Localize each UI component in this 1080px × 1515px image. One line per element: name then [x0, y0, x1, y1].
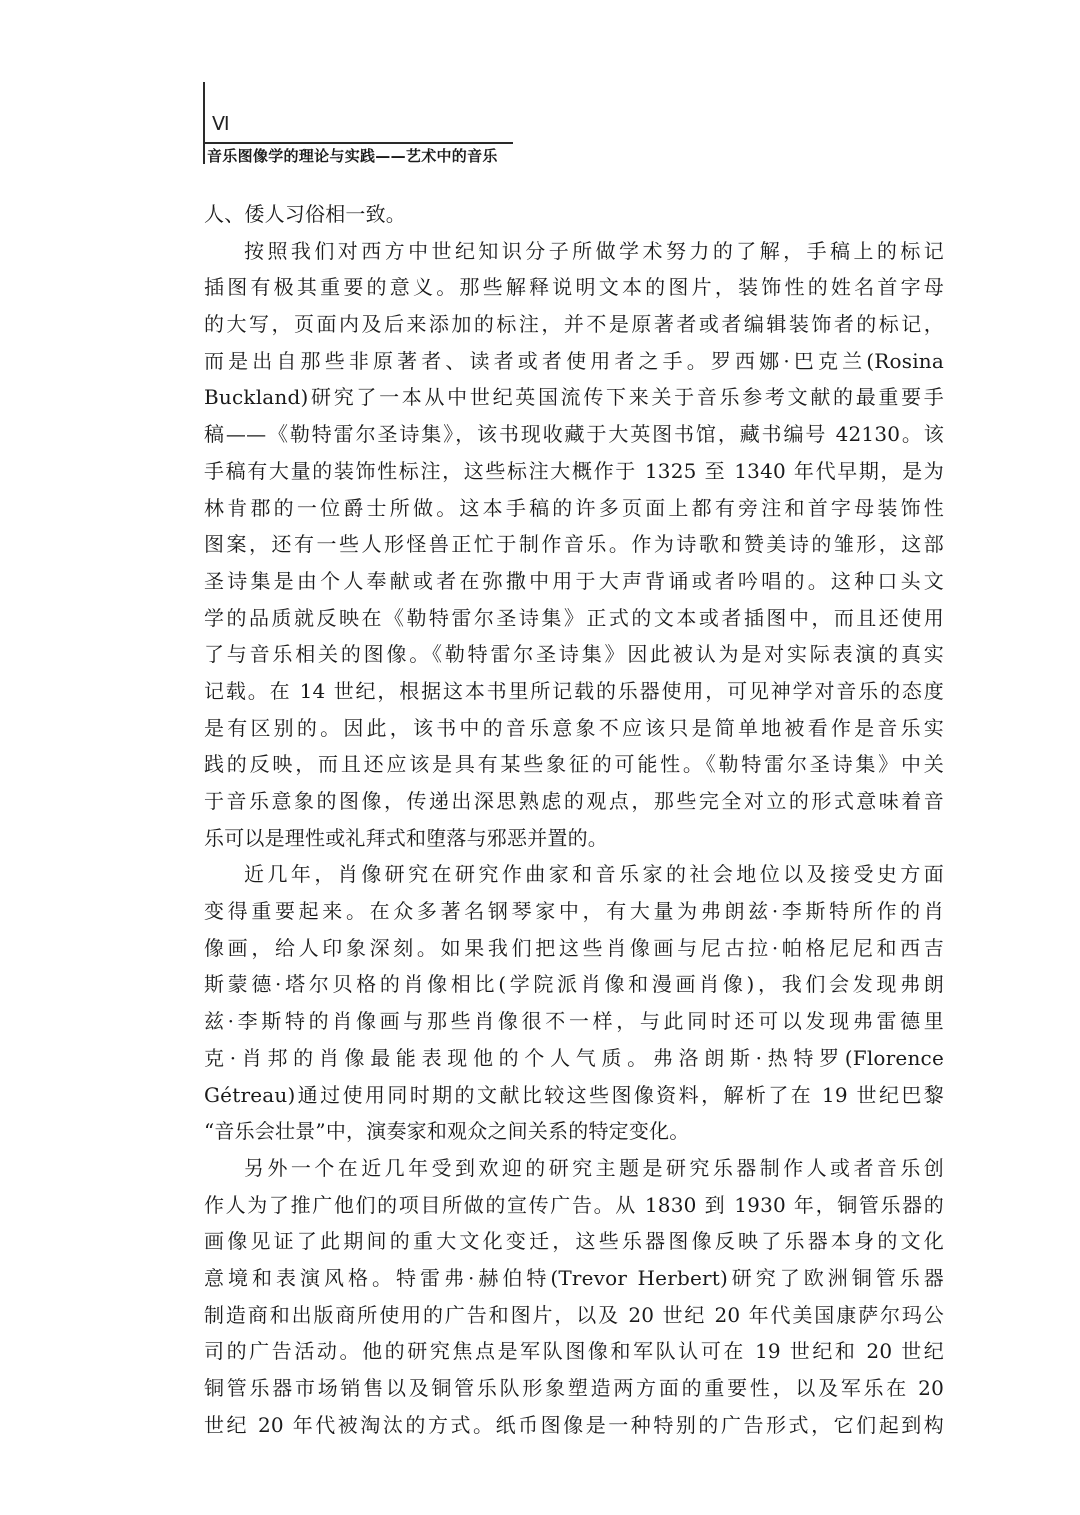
- text-line: 铜管乐器市场销售以及铜管乐队形象塑造两方面的重要性，以及军乐在 20: [204, 1376, 944, 1400]
- text-line: 图案，还有一些人形怪兽正忙于制作音乐。作为诗歌和赞美诗的雏形，这部: [204, 532, 944, 557]
- text-line: 意境和表演风格。特雷弗·赫伯特(Trevor Herbert)研究了欧洲铜管乐器: [204, 1265, 944, 1290]
- text-line: 按照我们对西方中世纪知识分子所做学术努力的了解，手稿上的标记: [244, 238, 944, 263]
- text-line: 世纪 20 年代被淘汰的方式。纸币图像是一种特别的广告形式，它们起到构: [204, 1412, 944, 1437]
- text-line: 的大写，页面内及后来添加的标注，并不是原著者或者编辑装饰者的标记，: [204, 312, 944, 337]
- text-line: 圣诗集是由个人奉献或者在弥撒中用于大声背诵或者吟唱的。这种口头文: [204, 568, 944, 593]
- text-line: 于音乐意象的图像，传递出深思熟虑的观点，那些完全对立的形式意味着音: [204, 789, 944, 813]
- text-line: 稿——《勒特雷尔圣诗集》，该书现收藏于大英图书馆，藏书编号 42130。该: [204, 422, 944, 447]
- text-line: 是有区别的。因此，该书中的音乐意象不应该只是简单地被看作是音乐实: [204, 715, 944, 740]
- text-line: 学的品质就反映在《勒特雷尔圣诗集》正式的文本或者插图中，而且还使用: [204, 605, 944, 630]
- text-line: 克·肖邦的肖像最能表现他的个人气质。弗洛朗斯·热特罗(Florence: [204, 1045, 944, 1070]
- text-line: 作人为了推广他们的项目所做的宣传广告。从 1830 到 1930 年，铜管乐器的: [204, 1192, 944, 1217]
- text-line: 乐可以是理性或礼拜式和堕落与邪恶并置的。: [204, 825, 608, 850]
- text-line: 兹·李斯特的肖像画与那些肖像很不一样，与此同时还可以发现弗雷德里: [204, 1009, 944, 1034]
- text-line: 林肯郡的一位爵士所做。这本手稿的许多页面上都有旁注和首字母装饰性: [204, 495, 944, 520]
- text-line: 近几年，肖像研究在研究作曲家和音乐家的社会地位以及接受史方面: [244, 862, 944, 887]
- text-line: 践的反映，而且还应该是具有某些象征的可能性。《勒特雷尔圣诗集》中关: [204, 752, 944, 777]
- text-line: 人、倭人习俗相一致。: [204, 202, 406, 226]
- text-line: 而是出自那些非原著者、读者或者使用者之手。罗西娜·巴克兰(Rosina: [204, 348, 944, 373]
- text-line: 斯蒙德·塔尔贝格的肖像相比(学院派肖像和漫画肖像)，我们会发现弗朗: [204, 972, 944, 997]
- text-line: 手稿有大量的装饰性标注，这些标注大概作于 1325 至 1340 年代早期，是为: [204, 458, 944, 483]
- header-horizontal-rule: [203, 142, 513, 144]
- running-title: 音乐图像学的理论与实践——艺术中的音乐: [207, 147, 498, 165]
- text-line: 制造商和出版商所使用的广告和图片，以及 20 世纪 20 年代美国康萨尔玛公: [204, 1302, 944, 1327]
- text-line: 另外一个在近几年受到欢迎的研究主题是研究乐器制作人或者音乐创: [244, 1155, 944, 1180]
- text-line: “音乐会壮景”中，演奏家和观众之间关系的特定变化。: [204, 1119, 690, 1144]
- text-line: 像画，给人印象深刻。如果我们把这些肖像画与尼古拉·帕格尼尼和西吉: [204, 935, 944, 960]
- header-vertical-rule: [203, 82, 205, 164]
- text-line: Buckland)研究了一本从中世纪英国流传下来关于音乐参考文献的最重要手: [204, 385, 944, 410]
- page-number: Ⅵ: [212, 114, 231, 135]
- text-line: 司的广告活动。他的研究焦点是军队图像和军队认可在 19 世纪和 20 世纪: [204, 1339, 944, 1364]
- text-line: 记载。在 14 世纪，根据这本书里所记载的乐器使用，可见神学对音乐的态度: [204, 678, 944, 703]
- text-line: Gétreau)通过使用同时期的文献比较这些图像资料，解析了在 19 世纪巴黎: [204, 1082, 944, 1107]
- text-line: 变得重要起来。在众多著名钢琴家中，有大量为弗朗兹·李斯特所作的肖: [204, 899, 944, 924]
- text-line: 画像见证了此期间的重大文化变迁，这些乐器图像反映了乐器本身的文化: [204, 1229, 944, 1254]
- text-line: 了与音乐相关的图像。《勒特雷尔圣诗集》因此被认为是对实际表演的真实: [204, 642, 944, 667]
- text-line: 插图有极其重要的意义。那些解释说明文本的图片，装饰性的姓名首字母: [204, 275, 944, 300]
- body-text: [204, 196, 944, 1443]
